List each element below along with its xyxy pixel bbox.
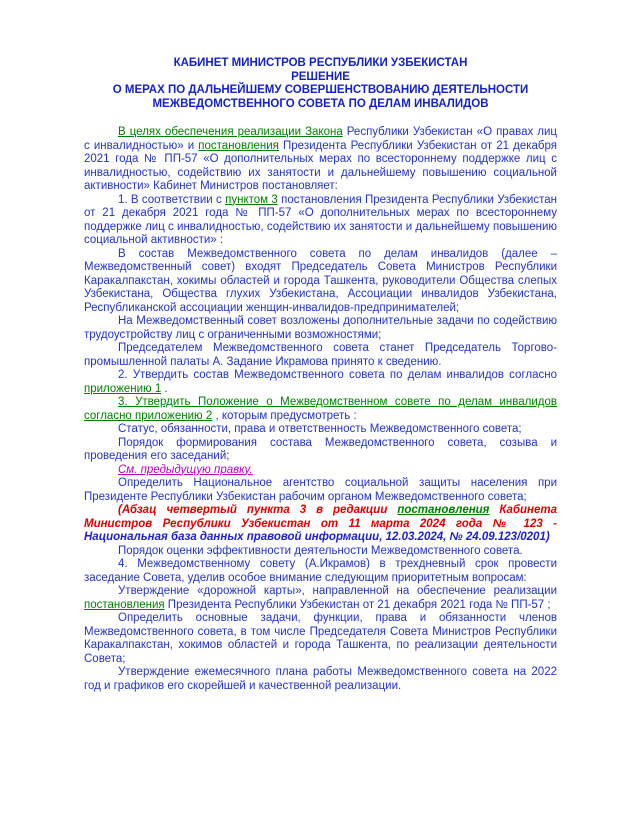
document-organization: КАБИНЕТ МИНИСТРОВ РЕСПУБЛИКИ УЗБЕКИСТАН	[173, 57, 468, 69]
paragraph	[84, 504, 557, 545]
inline-link[interactable]: постановления	[397, 504, 490, 516]
inline-link[interactable]: 3. Утвердить Положение о Межведомственном совете по делам инвалидов согласно приложению 2	[84, 396, 557, 422]
inline-link[interactable]: См. предыдущую правку.	[118, 463, 253, 476]
paragraph	[84, 666, 557, 693]
text-run: Утверждение «дорожной карты», направленной на обеспечение реализации	[118, 585, 557, 597]
paragraph	[84, 545, 557, 559]
text-run: Президента Республики Узбекистан от 21 декабря 2021 года № ПП-57 ;	[164, 598, 551, 611]
text-run: Президента Республики Узбекистан от 21 декабря 2021 года № ПП-57 «О дополнительных мерах по всестороннему поддержке лиц с инвалидностью, содействию их занятости и дальнейшему повышению социальной активности» Кабинет Министров постановляет:	[84, 139, 557, 192]
paragraph	[84, 194, 557, 248]
text-run: Республики Узбекистан «О правах лиц с инвалидностью» и	[84, 126, 557, 152]
text-run: .	[161, 382, 168, 395]
inline-link[interactable]: пунктом 3	[225, 193, 278, 206]
text-run: Национальная база данных правовой информации, 12.03.2024, № 24.09.123/0201)	[84, 531, 550, 543]
paragraph	[84, 477, 557, 504]
text-run: Утверждение ежемесячного плана работы Межведомственного совета на 2022 год и графиков его скорейшей и качественной реализации.	[84, 666, 557, 692]
document-kind: РЕШЕНИЕ	[291, 70, 350, 83]
document-header	[84, 57, 557, 111]
inline-link[interactable]: приложению 1	[84, 382, 162, 395]
text-run: На Межведомственный совет возложены дополнительные задачи по содействию трудоустройству лиц с ограниченными возможностями;	[84, 315, 557, 341]
text-run: Порядок оценки эффективности деятельности Межведомственного совета.	[118, 544, 523, 557]
text-run: Определить основные задачи, функции, права и обязанности членов Межведомственного совета, в том числе Председателя Совета Министров Республики Каракалпакстан, хокимов областей и города Ташкента, по реализации деятельности Совета;	[84, 612, 557, 665]
text-run: 1. В соответствии с	[118, 193, 226, 206]
text-run: 2. Утвердить состав Межведомственного совета по делам инвалидов согласно	[118, 369, 557, 381]
paragraph	[84, 464, 557, 478]
paragraph	[84, 585, 557, 612]
paragraph	[84, 558, 557, 585]
text-run: (Абзац четвертый пункта 3 в редакции	[118, 504, 398, 516]
paragraph	[84, 315, 557, 342]
paragraph	[84, 423, 557, 437]
text-run: , которым предусмотреть :	[212, 409, 357, 422]
paragraph	[84, 248, 557, 316]
inline-link[interactable]: постановления	[198, 139, 279, 152]
text-run: Порядок формирования состава Межведомственного совета, созыва и проведения его заседаний;	[84, 436, 557, 462]
inline-link[interactable]: постановления	[84, 598, 165, 611]
paragraph	[84, 396, 557, 423]
document-title: О МЕРАХ ПО ДАЛЬНЕЙШЕМУ СОВЕРШЕНСТВОВАНИЮ ДЕЯТЕЛЬНОСТИ МЕЖВЕДОМСТВЕННОГО СОВЕТА ПО ДЕЛАМ ИНВАЛИДОВ	[112, 84, 529, 110]
text-run: Кабинета Министров Республики Узбекистан от 11 марта 2024 года № 123 -	[84, 504, 557, 530]
paragraph	[84, 369, 557, 396]
text-run: Статус, обязанности, права и ответственность Межведомственного совета;	[118, 423, 522, 435]
paragraph	[84, 612, 557, 666]
document-body	[84, 126, 557, 693]
paragraph	[84, 342, 557, 369]
inline-link[interactable]: В целях обеспечения реализации Закона	[118, 126, 343, 138]
text-run: 4. Межведомственному совету (А.Икрамов) в трехдневный срок провести заседание Совета, уделив особое внимание следующим приоритетным вопросам:	[84, 558, 557, 584]
text-run: В состав Межведомственного совета по делам инвалидов (далее – Межведомственный совет) входят Председатель Совета Министров Республики Каракалпакстан, хокимы областей и города Ташкента, руководители Общества слепых Узбекистана, Общества глухих Узбекистана, Ассоциации инвалидов Узбекистана, Республиканской ассоциации женщин-инвалидов-предпринимателей;	[84, 247, 557, 314]
text-run: Председателем Межведомственного совета станет Председатель Торгово-промышленной палаты А. Задание Икрамова принято к сведению.	[84, 342, 557, 368]
text-run: постановления Президента Республики Узбекистан от 21 декабря 2021 года № ПП-57 «О дополнительных мерах по всестороннему поддержке лиц с инвалидностью, содействию их занятости и дальнейшему повышению социальной активности» :	[84, 193, 557, 246]
paragraph	[84, 126, 557, 194]
text-run: Определить Национальное агентство социальной защиты населения при Президенте Республики Узбекистан рабочим органом Межведомственного совета;	[84, 477, 557, 503]
paragraph	[84, 437, 557, 464]
